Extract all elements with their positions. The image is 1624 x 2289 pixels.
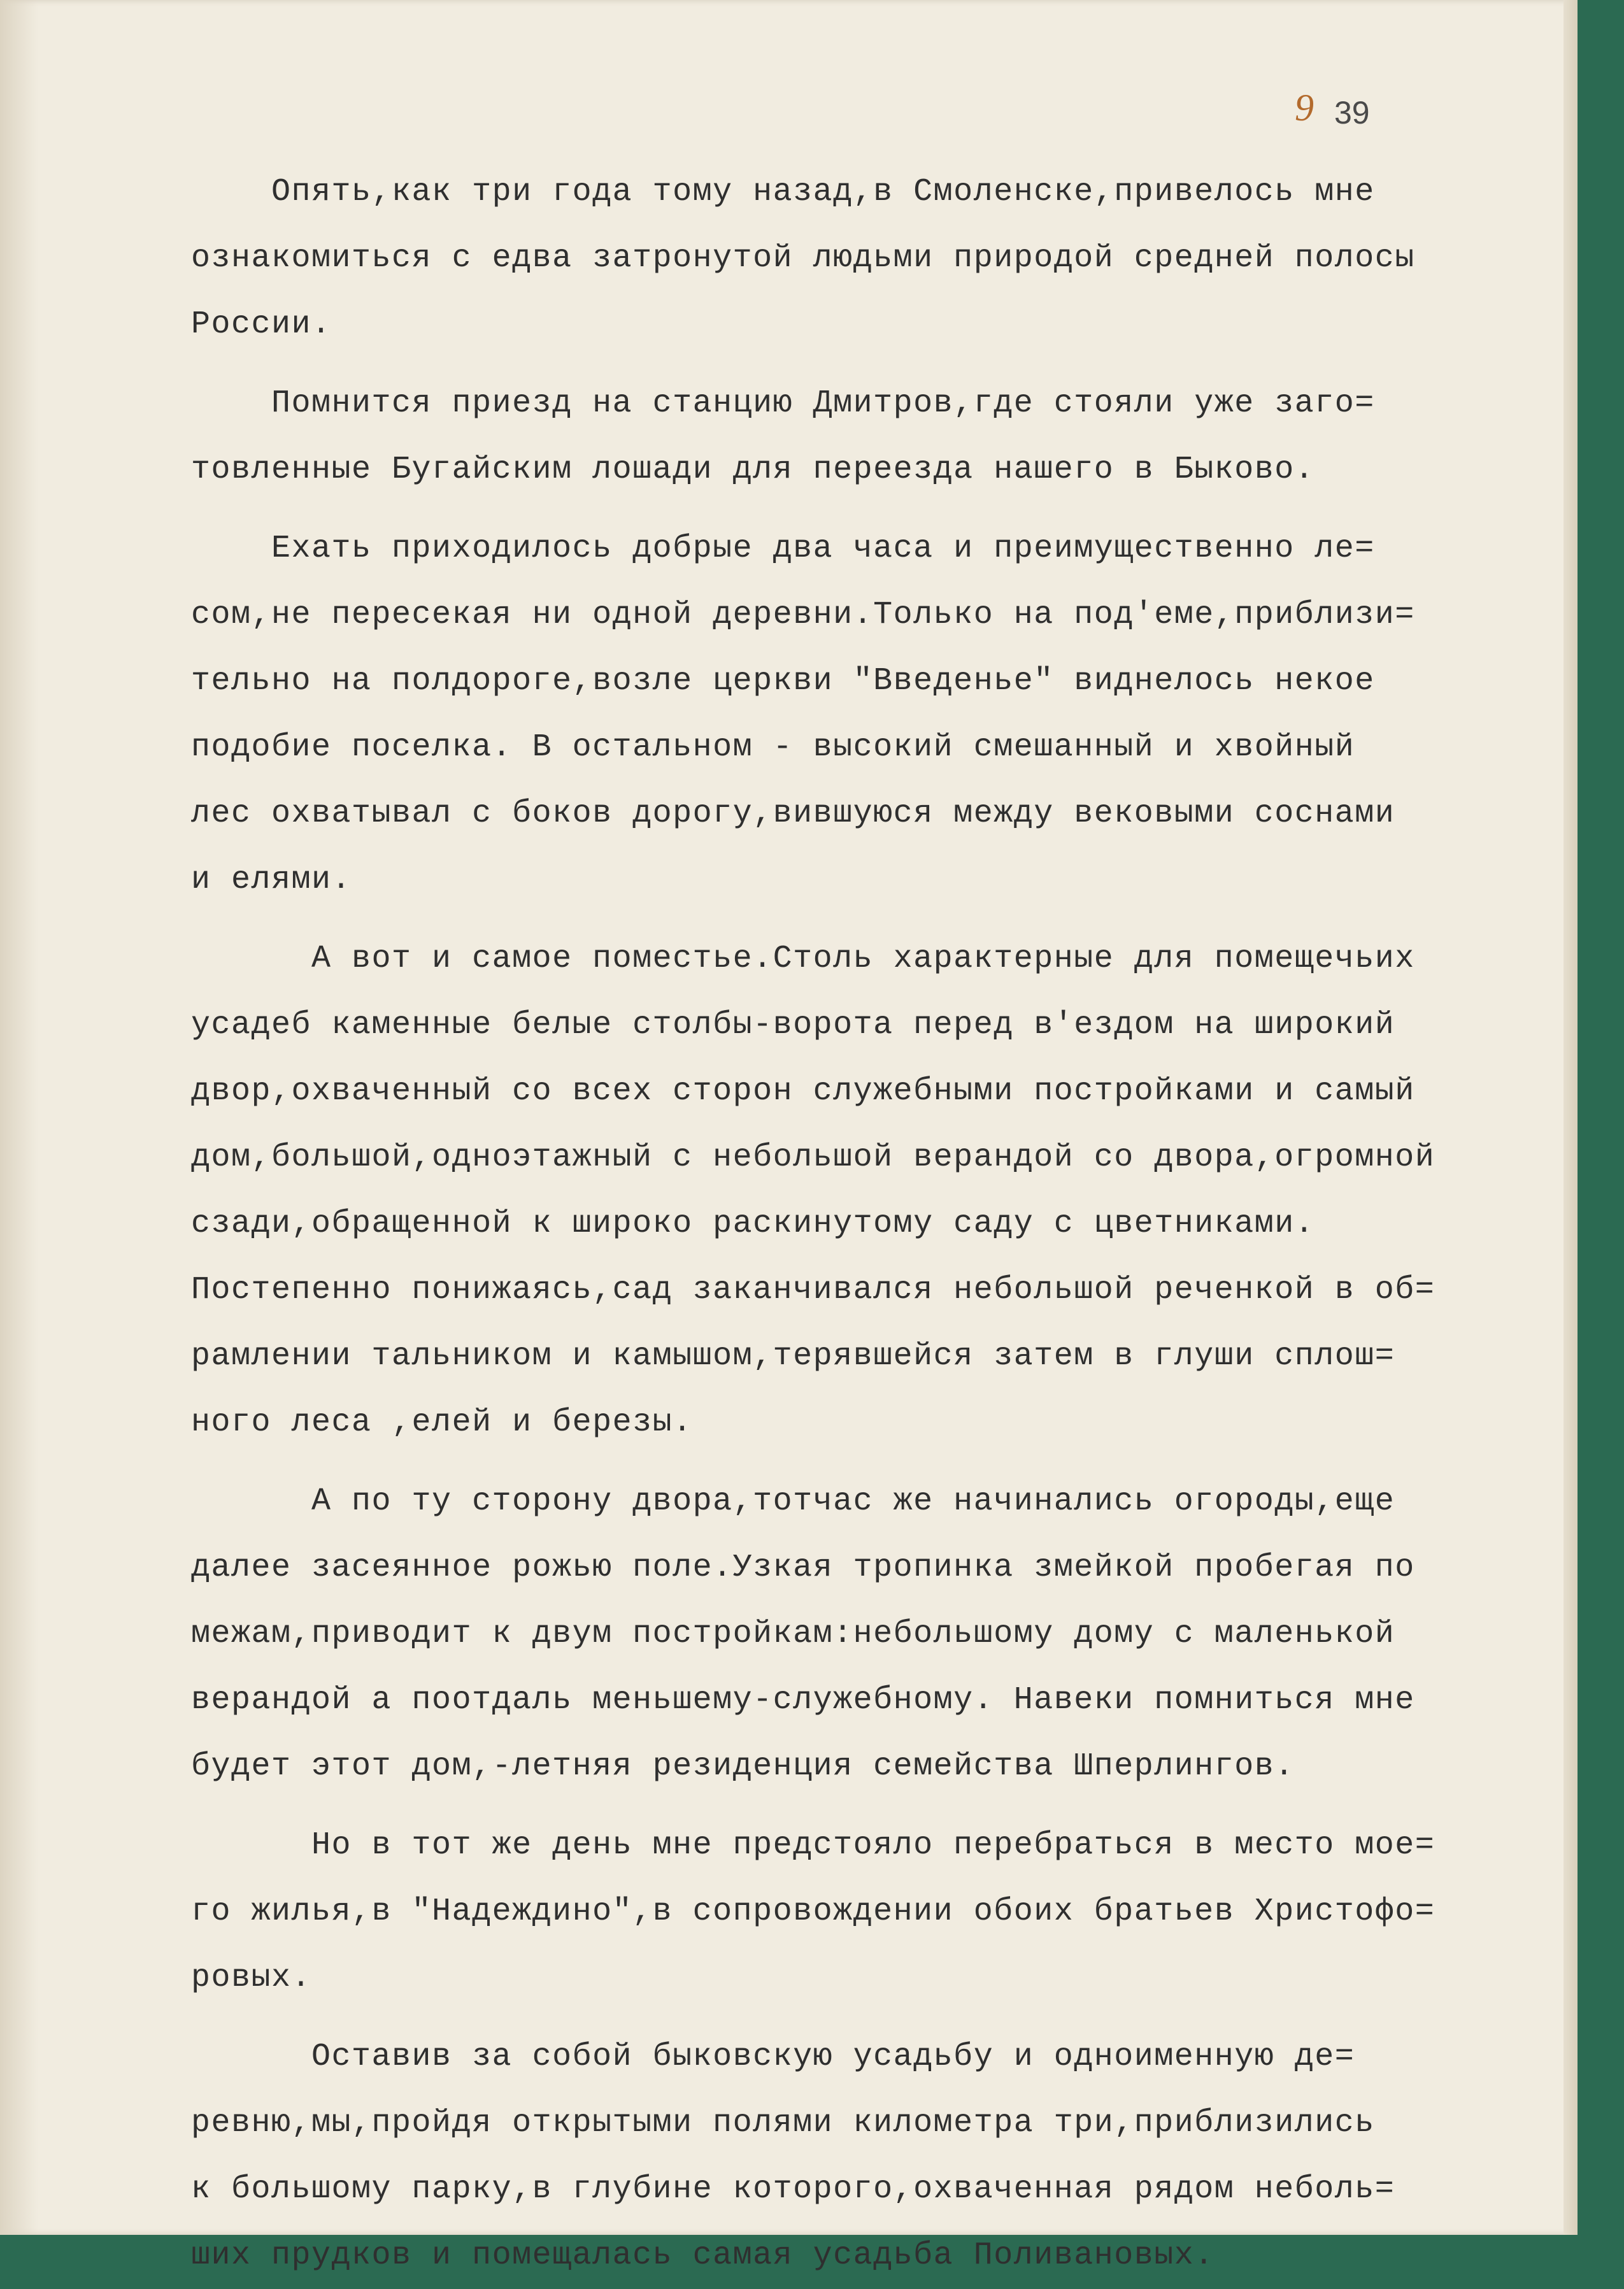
paragraph bbox=[191, 1813, 1509, 2011]
paragraph bbox=[191, 1469, 1509, 1800]
text-line: будет этот дом,-летняя резиденция семейства Шперлингов. bbox=[191, 1748, 1295, 1785]
archive-folio-number: 9 bbox=[1295, 87, 1314, 129]
page-number: 39 bbox=[1334, 95, 1370, 131]
text-line: двор,охваченный со всех сторон служебными постройками и самый bbox=[191, 1073, 1415, 1109]
text-line: рамлении тальником и камышом,терявшейся затем в глуши сплош= bbox=[191, 1338, 1395, 1374]
text-line: А вот и самое поместье.Столь характерные для помещечьих bbox=[191, 941, 1415, 977]
text-line: Помнится приезд на станцию Дмитров,где стояли уже заго= bbox=[191, 385, 1375, 422]
text-line: ного леса ,елей и березы. bbox=[191, 1404, 693, 1441]
text-line: ознакомиться с едва затронутой людьми природой средней полосы bbox=[191, 240, 1415, 276]
text-line: ровых. bbox=[191, 1960, 312, 1996]
text-line: Оставив за собой быковскую усадьбу и одноименную де= bbox=[191, 2039, 1355, 2075]
text-line: А по ту сторону двора,тотчас же начинались огороды,еще bbox=[191, 1483, 1395, 1520]
paragraph bbox=[191, 159, 1509, 358]
text-line: Опять,как три года тому назад,в Смоленске,привелось мне bbox=[191, 174, 1375, 210]
text-line: подобие поселка. В остальном - высокий смешанный и хвойный bbox=[191, 729, 1355, 766]
text-line: дом,большой,одноэтажный с небольшой верандой со двора,огромной bbox=[191, 1139, 1435, 1176]
text-line: го жилья,в "Надеждино",в сопровождении обоих братьев Христофо= bbox=[191, 1893, 1435, 1930]
text-line: России. bbox=[191, 306, 332, 343]
text-line: лес охватывал с боков дорогу,вившуюся между вековыми соснами bbox=[191, 795, 1395, 832]
text-line: тельно на полдороге,возле церкви "Введенье" виднелось некое bbox=[191, 663, 1375, 699]
page-edge bbox=[1563, 0, 1578, 2235]
text-line: межам,приводит к двум постройкам:небольшому дому с маленькой bbox=[191, 1616, 1395, 1652]
text-line: Постепенно понижаясь,сад заканчивался небольшой реченкой в об= bbox=[191, 1272, 1435, 1308]
text-line: усадеб каменные белые столбы-ворота перед в'ездом на широкий bbox=[191, 1007, 1395, 1043]
text-line: и елями. bbox=[191, 862, 352, 898]
text-line: к большому парку,в глубине которого,охваченная рядом неболь= bbox=[191, 2171, 1395, 2207]
page-shadow-left bbox=[0, 0, 38, 2235]
paragraph bbox=[191, 371, 1509, 503]
text-line: Ехать приходилось добрые два часа и преимущественно ле= bbox=[191, 531, 1375, 567]
paragraph bbox=[191, 2024, 1509, 2289]
text-line: ших прудков и помещалась самая усадьба Поливановых. bbox=[191, 2237, 1214, 2274]
text-line: Но в тот же день мне предстояло перебраться в место мое= bbox=[191, 1827, 1435, 1864]
text-line: сом,не пересекая ни одной деревни.Только на под'еме,приблизи= bbox=[191, 597, 1415, 633]
paragraph bbox=[191, 926, 1509, 1456]
text-line: ревню,мы,пройдя открытыми полями километра три,приблизились bbox=[191, 2105, 1375, 2141]
paragraph bbox=[191, 516, 1509, 913]
text-line: верандой а поотдаль меньшему-служебному. Навеки помниться мне bbox=[191, 1682, 1415, 1718]
text-line: сзади,обращенной к широко раскинутому саду с цветниками. bbox=[191, 1206, 1315, 1242]
text-line: товленные Бугайским лошади для переезда нашего в Быково. bbox=[191, 452, 1315, 488]
typewritten-text bbox=[191, 159, 1509, 2289]
text-line: далее засеянное рожью поле.Узкая тропинка змейкой пробегая по bbox=[191, 1550, 1415, 1586]
